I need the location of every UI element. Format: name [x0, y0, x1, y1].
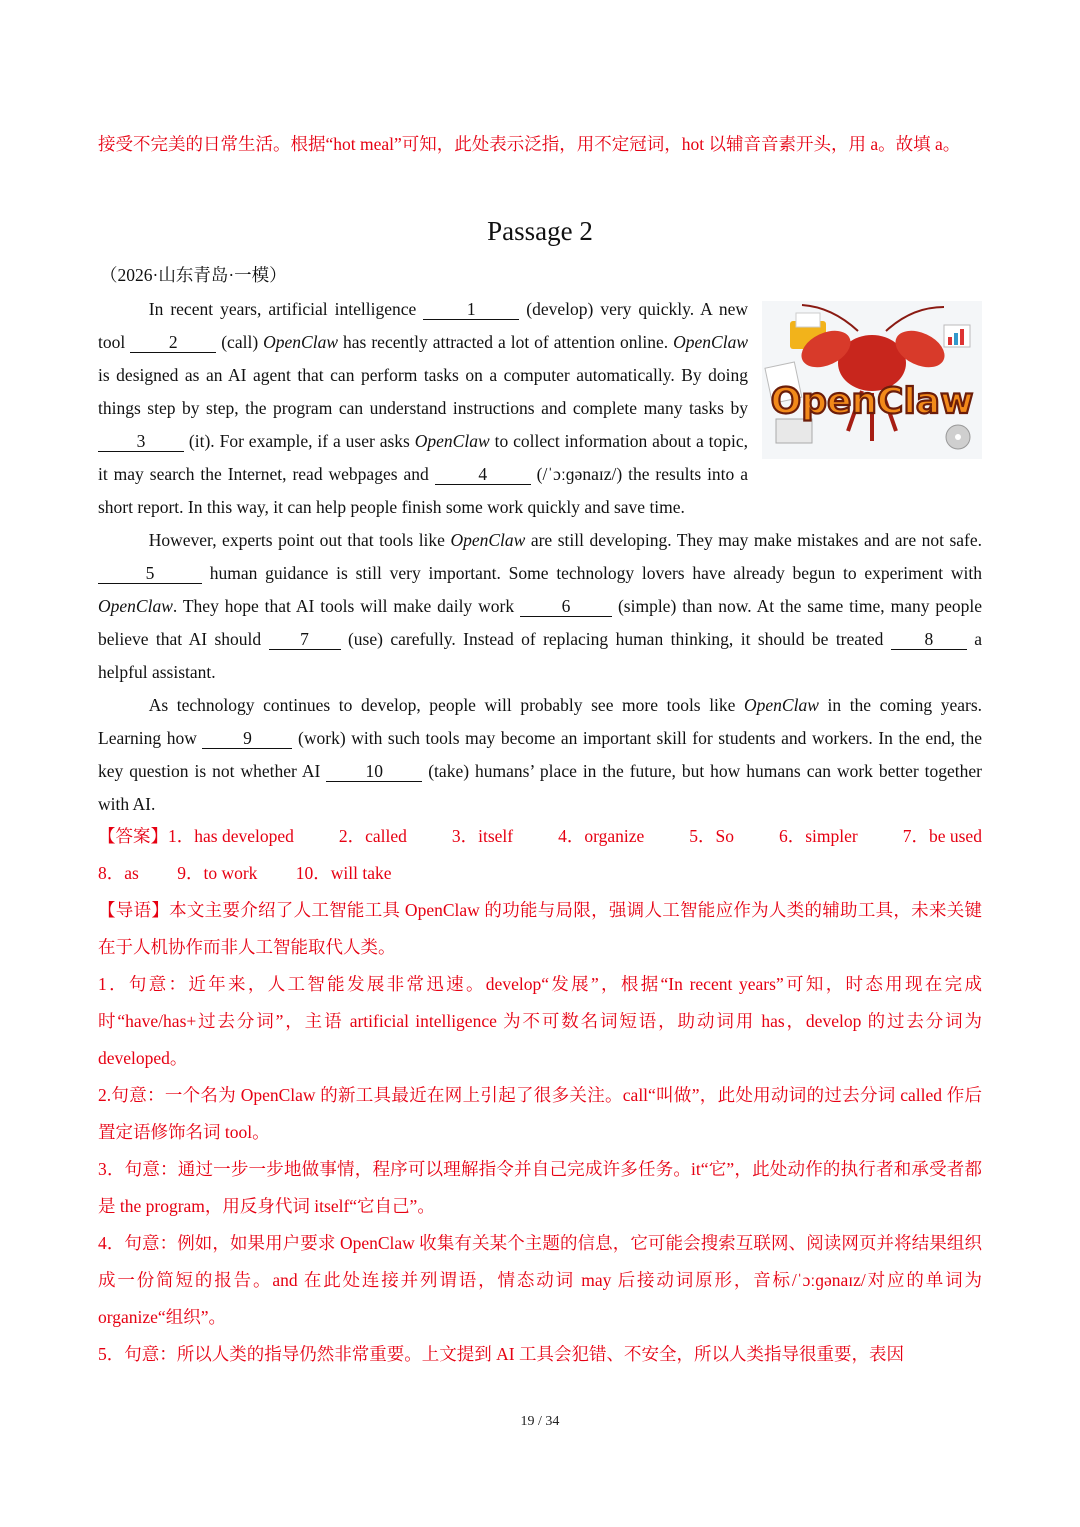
- blank-7[interactable]: 7: [269, 630, 341, 650]
- tool-name: OpenClaw: [744, 695, 819, 715]
- blank-8[interactable]: 8: [891, 630, 967, 650]
- text: (it). For example, if a user asks: [188, 431, 410, 451]
- answer-label: 【答案】: [98, 826, 168, 846]
- blank-5[interactable]: 5: [98, 564, 202, 584]
- blank-2[interactable]: 2: [130, 333, 216, 353]
- text: human guidance is still very important. Some technology lovers have already begun to experiment with: [209, 563, 983, 583]
- text: to collect information about a topic, it may search the Internet, read webpages and: [98, 431, 749, 484]
- text: In recent years, artificial intelligence: [148, 299, 417, 319]
- tool-name: OpenClaw: [414, 431, 490, 451]
- text: is designed as an AI agent that can perform tasks on a computer automatically. By doing things step by step, the program can understand instructions and complete many tasks by: [98, 365, 748, 418]
- answer-item: 4．organize: [558, 826, 645, 846]
- text: However, experts point out that tools like: [148, 530, 445, 550]
- text: (call): [221, 332, 259, 352]
- text: in the coming years. Learning how: [98, 695, 983, 748]
- text: (simple) than now. At the same time, many people believe that AI should: [98, 596, 983, 649]
- answer-item: 7．be used: [902, 826, 982, 846]
- blank-4[interactable]: 4: [435, 465, 531, 485]
- text: As technology continues to develop, people will probably see more tools like: [148, 695, 736, 715]
- answer-row-1: [98, 818, 982, 855]
- text: (take) humans’ place in the future, but how humans can work better together with AI.: [98, 761, 983, 814]
- explanation-1: 1．句意：近年来，人工智能发展非常迅速。develop“发展”，根据“In recent years”可知，时态用现在完成时“have/has+过去分词”，主语 artificial intelligence 为不可数名词短语，助动词用 has，develop 的过去分词为 developed。: [98, 974, 982, 1068]
- answer-item: 9．to work: [177, 863, 258, 883]
- tool-name: OpenClaw: [673, 332, 748, 352]
- text: (develop) very quickly. A new tool: [98, 299, 748, 352]
- guide-text: 本文主要介绍了人工智能工具 OpenClaw 的功能与局限，强调人工智能应作为人类的辅助工具，未来关键在于人机协作而非人工智能取代人类。: [98, 900, 983, 957]
- explanation-4: 4．句意：例如，如果用户要求 OpenClaw 收集有关某个主题的信息，它可能会搜索互联网、阅读网页并将结果组织成一份简短的报告。and 在此处连接并列谓语，情态动词 may 后接动词原形，音标/ˈɔːɡənaɪz/对应的单词为 organize“组织”。: [98, 1233, 982, 1327]
- blank-6[interactable]: 6: [520, 597, 612, 617]
- passage-source: （2026·山东青岛·一模）: [100, 265, 287, 285]
- tool-name: OpenClaw: [450, 530, 526, 550]
- text: are still developing. They may make mistakes and are not safe.: [530, 530, 983, 550]
- answer-section: [98, 818, 982, 892]
- explanation-3: 3．句意：通过一步一步地做事情，程序可以理解指令并自己完成许多任务。it“它”，此处动作的执行者和承受者都是 the program，用反身代词 itself“它自己”。: [98, 1159, 982, 1216]
- page-number: 19 / 34: [520, 1414, 560, 1429]
- passage-title: Passage 2: [487, 216, 593, 246]
- blank-3[interactable]: 3: [98, 432, 184, 452]
- text: a helpful assistant.: [98, 629, 983, 682]
- text: (use) carefully. Instead of replacing human thinking, it should be treated: [347, 629, 884, 649]
- text: (work) with such tools may become an important skill for students and workers. In the end, the key question is not whether AI: [98, 728, 983, 781]
- answer-item: 8．as: [98, 863, 139, 883]
- explanation-5: 5．句意：所以人类的指导仍然非常重要。上文提到 AI 工具会犯错、不安全，所以人类指导很重要，表因: [98, 1344, 904, 1364]
- answer-item: 5．So: [689, 826, 735, 846]
- answer-item: 1．has developed: [168, 826, 294, 846]
- tool-name: OpenClaw: [263, 332, 339, 352]
- answer-item: 6．simpler: [779, 826, 858, 846]
- blank-9[interactable]: 9: [202, 729, 292, 749]
- carry-over-explanation: 接受不完美的日常生活。根据“hot meal”可知，此处表示泛指，用不定冠词，hot 以辅音音素开头，用 a。故填 a。: [98, 134, 961, 154]
- text: . They hope that AI tools will make daily work: [172, 596, 515, 616]
- explanation-2: 2.句意：一个名为 OpenClaw 的新工具最近在网上引起了很多关注。call“叫做”，此处用动词的过去分词 called 作后置定语修饰名词 tool。: [98, 1085, 982, 1142]
- text: has recently attracted a lot of attention online.: [343, 332, 669, 352]
- analysis-section: [98, 892, 982, 1373]
- answer-item: 2．called: [338, 826, 407, 846]
- answer-item: 3．itself: [451, 826, 514, 846]
- guide-label: 【导语】: [98, 900, 170, 920]
- guide: [98, 892, 982, 966]
- openclaw-logo-text: OpenClaw: [770, 381, 974, 422]
- openclaw-figure: [762, 301, 982, 459]
- tool-name: OpenClaw: [98, 596, 173, 616]
- passage-body: [98, 293, 982, 821]
- answer-item: 10．will take: [295, 863, 392, 883]
- blank-1[interactable]: 1: [423, 300, 519, 320]
- text: (/ˈɔːɡənaɪz/) the results into a short report. In this way, it can help people finish some work quickly and save time.: [98, 464, 749, 517]
- blank-10[interactable]: 10: [326, 762, 422, 782]
- answer-row-2: [98, 855, 982, 892]
- lobster-logo-illustration: [762, 301, 982, 459]
